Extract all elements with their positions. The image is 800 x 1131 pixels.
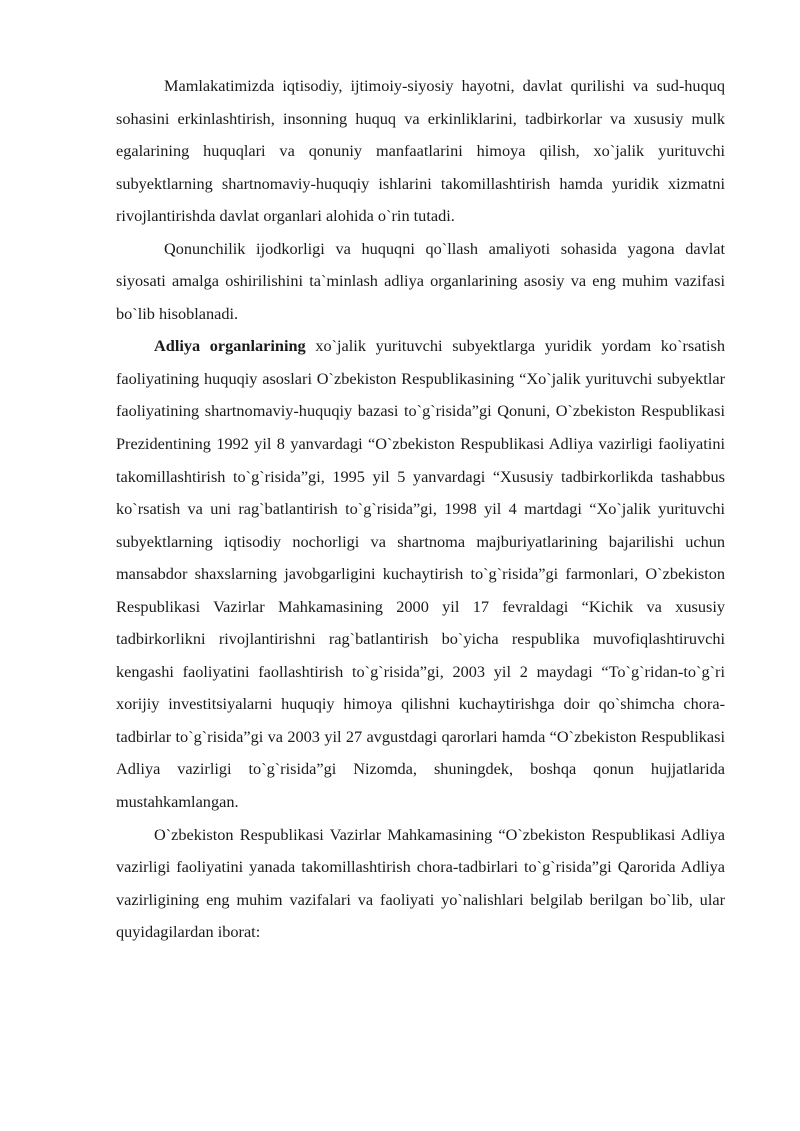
paragraph-4 (116, 819, 725, 949)
paragraph-1-text: Mamlakatimizda iqtisodiy, ijtimoiy-siyosiy hayotni, davlat qurilishi va sud-huquq sohasini erkinlashtirish, insonning huquq va erkinliklarini, tadbirkorlar va xususiy mulk egalarining huquqlari va qonuniy manfaatlarini himoya qilish, xo`jalik yurituvchi subyektlarning shartnomaviy-huquqiy ishlarini takomillashtirish hamda yuridik xizmatni rivojlantirishda davlat organlari alohida o`rin tutadi. (116, 76, 725, 226)
paragraph-2-text: Qonunchilik ijodkorligi va huquqni qo`llash amaliyoti sohasida yagona davlat siyosati amalga oshirilishini ta`minlash adliya organlarining asosiy va eng muhim vazifasi bo`lib hisoblanadi. (116, 238, 725, 323)
paragraph-3 (116, 330, 725, 818)
paragraph-3-text: xo`jalik yurituvchi subyektlarga yuridik yordam ko`rsatish faoliyatining huquqiy asoslari O`zbekiston Respublikasining “Xo`jalik yurituvchi subyektlar faoliyatining shartnomaviy-huquqiy bazasi to`g`risida”gi Qonuni, O`zbekiston Respublikasi Prezidentining 1992 yil 8 yanvardagi “O`zbekiston Respublikasi Adliya vazirligi faoliyatini takomillashtirish to`g`risida”gi, 1995 yil 5 yanvardagi “Xususiy tadbirkorlikda tashabbus ko`rsatish va uni rag`batlantirish to`g`risida”gi, 1998 yil 4 martdagi “Xo`jalik yurituvchi subyektlarning iqtisodiy nochorligi va shartnoma majburiyatlarining bajarilishi uchun mansabdor shaxslarning javobgarligini kuchaytirish to`g`risida”gi farmonlari, O`zbekiston Respublikasi Vazirlar Mahkamasining 2000 yil 17 fevraldagi “Kichik va xususiy tadbirkorlikni rivojlantirishni rag`batlantirish bo`yicha respublika muvofiqlashtiruvchi kengashi faoliyatini faollashtirish to`g`risida”gi, 2003 yil 2 maydagi “To`g`ridan-to`g`ri xorijiy investitsiyalarni huquqiy himoya qilishni kuchaytirishga doir qo`shimcha chora-tadbirlar to`g`risida”gi va 2003 yil 27 avgustdagi qarorlari hamda “O`zbekiston Respublikasi Adliya vazirligi to`g`risida”gi Nizomda, shuningdek, boshqa qonun hujjatlarida mustahkamlangan. (116, 336, 725, 812)
paragraph-3-bold-lead: Adliya organlarining (154, 336, 306, 356)
document-page (116, 70, 725, 949)
paragraph-2 (116, 233, 725, 331)
paragraph-4-text: O`zbekiston Respublikasi Vazirlar Mahkamasining “O`zbekiston Respublikasi Adliya vazirligi faoliyatini yanada takomillashtirish chora-tadbirlari to`g`risida”gi Qarorida Adliya vazirligining eng muhim vazifalari va faoliyati yo`nalishlari belgilab berilgan bo`lib, ular quyidagilardan iborat: (116, 824, 725, 942)
paragraph-1 (116, 70, 725, 233)
